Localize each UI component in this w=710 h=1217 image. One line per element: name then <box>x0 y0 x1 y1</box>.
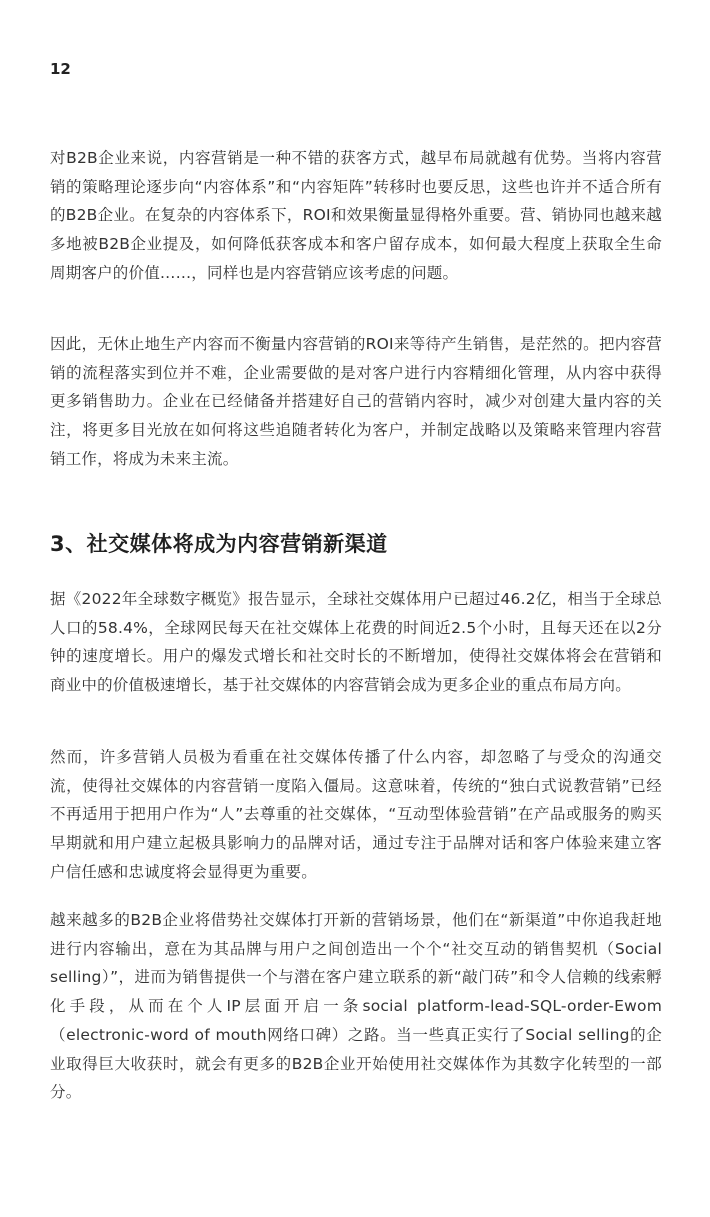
paragraph-social-selling: 越来越多的B2B企业将借势社交媒体打开新的营销场景，他们在“新渠道”中你追我赶地进行内容输出，意在为其品牌与用户之间创造出一个个“社交互动的销售契机（Social selling）”，进而为销售提供一个与潜在客户建立联系的新“敲门砖”和令人信赖的线索孵化手段，从而在个人IP层面开启一条social platform-lead-SQL-order-Ewom（electronic-word of mouth网络口碑）之路。当一些真正实行了Social selling的企业取得巨大收获时，就会有更多的B2B企业开始使用社交媒体作为其数字化转型的一部分。 <box>50 911 662 1102</box>
paragraph-digital-report-stats: 据《2022年全球数字概览》报告显示，全球社交媒体用户已超过46.2亿，相当于全球总人口的58.4%，全球网民每天在社交媒体上花费的时间近2.5个小时，且每天还在以2分钟的速度增长。用户的爆发式增长和社交时长的不断增加，使得社交媒体将会在营销和商业中的价值极速增长，基于社交媒体的内容营销会成为更多企业的重点布局方向。 <box>50 590 662 695</box>
paragraph-interactive-marketing: 然而，许多营销人员极为看重在社交媒体传播了什么内容，却忽略了与受众的沟通交流，使得社交媒体的内容营销一度陷入僵局。这意味着，传统的“独白式说教营销”已经不再适用于把用户作为“人”去尊重的社交媒体，“互动型体验营销”在产品或服务的购买早期就和用户建立起极具影响力的品牌对话，通过专注于品牌对话和客户体验来建立客户信任感和忠诚度将会显得更为重要。 <box>50 748 662 881</box>
paragraph-roi-measurement: 因此，无休止地生产内容而不衡量内容营销的ROI来等待产生销售，是茫然的。把内容营销的流程落实到位并不难，企业需要做的是对客户进行内容精细化管理，从内容中获得更多销售助力。企业在已经储备并搭建好自己的营销内容时，减少对创建大量内容的关注，将更多目光放在如何将这些追随者转化为客户，并制定战略以及策略来管理内容营销工作，将成为未来主流。 <box>50 335 662 468</box>
paragraph-b2b-content-marketing: 对B2B企业来说，内容营销是一种不错的获客方式，越早布局就越有优势。当将内容营销的策略理论逐步向“内容体系”和“内容矩阵”转移时也要反思，这些也许并不适合所有的B2B企业。在复杂的内容体系下，ROI和效果衡量显得格外重要。营、销协同也越来越多地被B2B企业提及，如何降低获客成本和客户留存成本，如何最大程度上获取全生命周期客户的价值……，同样也是内容营销应该考虑的问题。 <box>50 149 662 282</box>
page-number: 12 <box>50 60 71 78</box>
section-heading-social-media: 3、社交媒体将成为内容营销新渠道 <box>50 532 388 556</box>
